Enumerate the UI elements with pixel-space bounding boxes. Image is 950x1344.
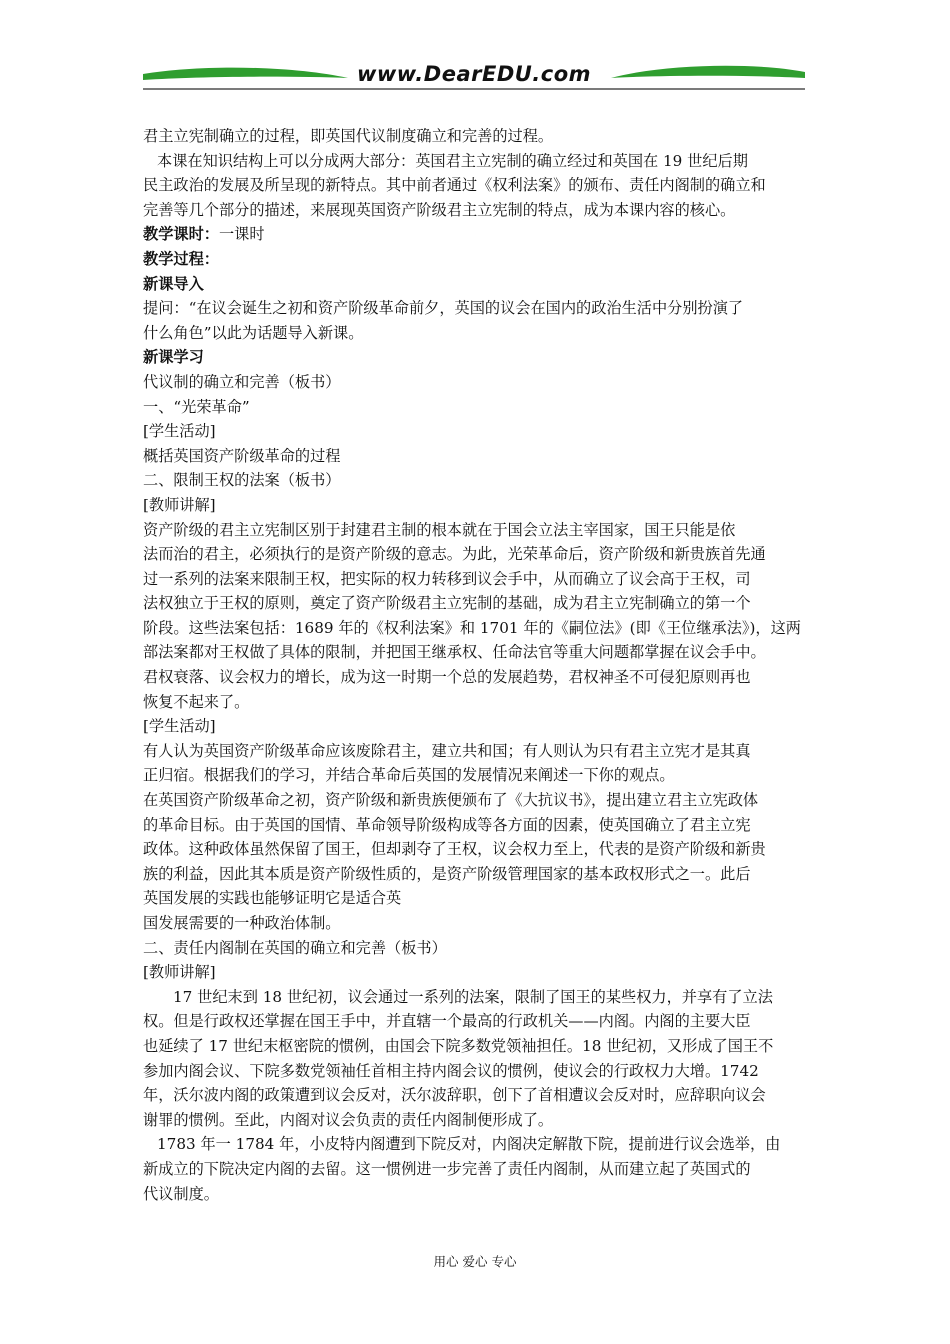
lesson-hours-heading: 教学课时： (143, 225, 219, 244)
paragraph-line: 英国发展的实践也能够证明它是适合英 (143, 889, 402, 908)
paragraph-line: 在英国资产阶级革命之初，资产阶级和新贵族便颁布了《大抗议书》，提出建立君主立宪政体 (143, 791, 759, 810)
paragraph-line: 本课在知识结构上可以分成两大部分：英国君主立宪制的确立经过和英国在 19 世纪后期 (157, 151, 748, 170)
paragraph-line: 正归宿。根据我们的学习，并结合革命后英国的发展情况来阐述一下你的观点。 (143, 766, 675, 785)
paragraph-line: 一、“光荣革命” (143, 397, 250, 416)
paragraph-line: 的革命目标。由于英国的国情、革命领导阶级构成等各方面的因素，使英国确立了君主立宪 (143, 815, 751, 834)
paragraph-line: 权。但是行政权还掌握在国王手中，并直辖一个最高的行政机关——内阁。内阁的主要大臣 (143, 1012, 751, 1031)
paragraph-line: 法权独立于王权的原则，奠定了资产阶级君主立宪制的基础，成为君主立宪制确立的第一个 (143, 594, 751, 613)
paragraph-line: 国发展需要的一种政治体制。 (143, 914, 341, 932)
paragraph-line: 有人认为英国资产阶级革命应该废除君主，建立共和国；有人则认为只有君主立宪才是其真 (143, 741, 751, 760)
paragraph-line: [学生活动] (143, 717, 216, 736)
lesson-hours-value: 一课时 (218, 225, 265, 244)
paragraph-line: 新成立的下院决定内阁的去留。这一惯例进一步完善了责任内阁制，从而建立起了英国式的 (143, 1159, 751, 1178)
paragraph-line: 族的利益，因此其本质是资产阶级性质的，是资产阶级管理国家的基本政权形式之一。此后 (143, 864, 751, 883)
paragraph-line: 也延续了 17 世纪末枢密院的惯例，由国会下院多数党领袖担任。18 世纪初，又形成了国王不 (143, 1036, 774, 1055)
process-heading: 教学过程： (143, 249, 219, 268)
paragraph-line: 政体。这种政体虽然保留了国王，但却剥夺了王权，议会权力至上，代表的是资产阶级和新贵 (143, 840, 766, 859)
study-heading: 新课学习 (143, 348, 204, 367)
paragraph-line: 完善等几个部分的描述，来展现英国资产阶级君主立宪制的特点，成为本课内容的核心。 (143, 200, 736, 219)
paragraph-line: 17 世纪末到 18 世纪初，议会通过一系列的法案，限制了国王的某些权力，并享有了立法 (173, 987, 773, 1006)
lesson-hours-line (143, 222, 811, 247)
paragraph-line: [教师讲解] (143, 963, 216, 982)
paragraph-line: 过一系列的法案来限制王权，把实际的权力转移到议会手中，从而确立了议会高于王权，司 (143, 569, 751, 588)
paragraph-line: [教师讲解] (143, 495, 216, 514)
paragraph-line: 代议制度。 (143, 1184, 219, 1203)
paragraph-line: 君主立宪制确立的过程，即英国代议制度确立和完善的过程。 (143, 127, 554, 145)
paragraph-line: 资产阶级的君主立宪制区别于封建君主制的根本就在于国会立法主宰国家，国王只能是依 (143, 520, 736, 539)
paragraph-line: 代议制的确立和完善（板书） (143, 372, 341, 391)
document-body (143, 124, 811, 1206)
paragraph-line: 二、责任内阁制在英国的确立和完善（板书） (143, 938, 447, 957)
paragraph-line: 阶段。这些法案包括：1689 年的《权利法案》和 1701 年的《嗣位法》(即《王位继承法》)，这两 (143, 618, 801, 637)
paragraph-line: [学生活动] (143, 422, 216, 441)
paragraph-line: 概括英国资产阶级革命的过程 (143, 446, 341, 465)
paragraph-line: 恢复不起来了。 (143, 692, 250, 711)
paragraph-line: 二、限制王权的法案（板书） (143, 471, 341, 490)
paragraph-line: 部法案都对王权做了具体的限制，并把国王继承权、任命法官等重大问题都掌握在议会手中。 (143, 643, 766, 662)
paragraph-line: 君权衰落、议会权力的增长，成为这一时期一个总的发展趋势，君权神圣不可侵犯原则再也 (143, 668, 751, 687)
paragraph-line: 谢罪的惯例。至此，内阁对议会负责的责任内阁制便形成了。 (143, 1110, 554, 1129)
paragraph-line: 1783 年一 1784 年，小皮特内阁遭到下院反对，内阁决定解散下院，提前进行议会选举，由 (157, 1135, 781, 1154)
paragraph-line: 年，沃尔波内阁的政策遭到议会反对，沃尔波辞职，创下了首相遭议会反对时，应辞职向议会 (143, 1086, 766, 1105)
paragraph-line: 什么角色”以此为话题导入新课。 (143, 323, 364, 342)
paragraph-line: 提问：“在议会诞生之初和资产阶级革命前夕，英国的议会在国内的政治生活中分别扮演了 (143, 299, 744, 318)
paragraph-line: 参加内阁会议、下院多数党领袖任首相主持内阁会议的惯例，使议会的行政权力大增。1742 (143, 1061, 759, 1080)
paragraph-line: 法而治的君主，必须执行的是资产阶级的意志。为此，光荣革命后，资产阶级和新贵族首先通 (143, 545, 766, 564)
site-logo: www.DearEDU.com (356, 62, 592, 86)
site-header-banner (143, 60, 805, 92)
paragraph-line: 民主政治的发展及所呈现的新特点。其中前者通过《权利法案》的颁布、责任内阁制的确立和 (143, 176, 766, 195)
page-footer: 用心 爱心 专心 (433, 1254, 517, 1269)
intro-heading: 新课导入 (143, 274, 204, 293)
